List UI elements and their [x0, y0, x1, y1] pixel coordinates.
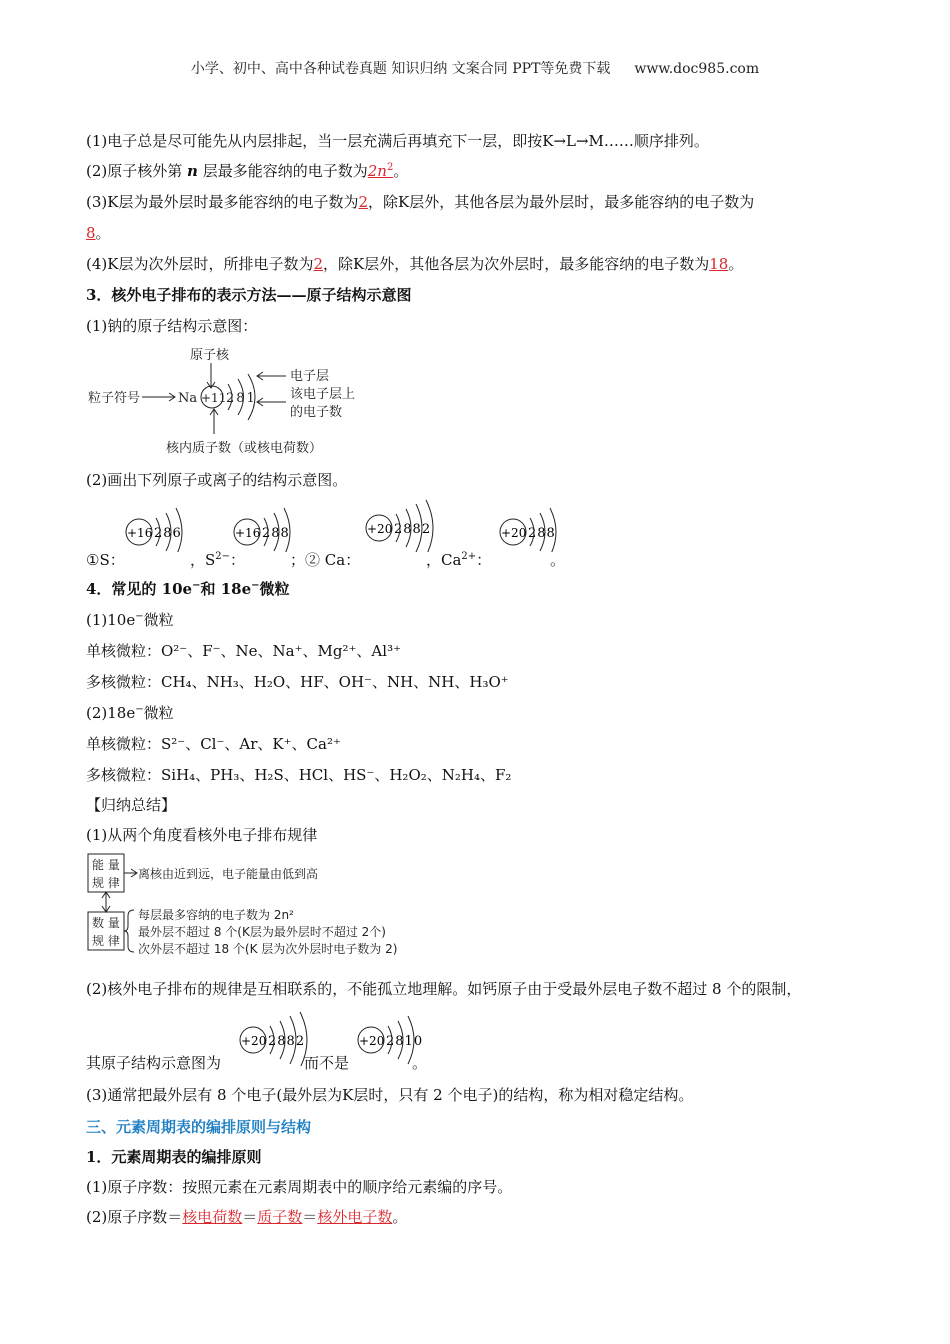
draw-s2-end: ：	[230, 551, 246, 569]
rule-4-pre: (4)K层为次外层时，所排电子数为	[86, 255, 314, 273]
rule-3-cont	[86, 222, 111, 244]
calcium-correct-charge: +20	[241, 1034, 267, 1048]
h18	[86, 702, 174, 724]
count-rule-3: 次外层不超过 18 个(K 层为次外层时电子数为 2)	[138, 942, 398, 956]
h18-text: (2)18e	[86, 704, 136, 722]
draw-s2-sup: 2−	[215, 551, 231, 562]
periodic-p1: (1)原子序数：按照元素在元素周期表中的顺序给元素编的序号。	[86, 1178, 513, 1196]
periodic-p2-pre: (2)原子序数＝	[86, 1208, 183, 1226]
multi-10: 多核微粒：CH₄、NH₃、H₂O、HF、OH⁻、NH、NH、H₃O⁺	[86, 673, 509, 691]
summary-item-3: (3)通常把最外层有 8 个电子(最外层为K层时，只有 2 个电子)的结构，称为相对稳定结构。	[86, 1086, 694, 1104]
sec4-title-end: 微粒	[259, 580, 290, 598]
rule-2-mid: 层最多能容纳的电子数为	[197, 162, 368, 180]
draw-ca2-sup: 2+	[461, 551, 477, 562]
sulfide-ion-diagram	[230, 502, 310, 552]
calcium-charge: +20	[367, 522, 393, 536]
h10	[86, 609, 174, 631]
sulfur-charge: +16	[127, 526, 153, 540]
sec4-title-mid: 和 18e	[200, 580, 252, 598]
count-rule-1: 每层最多容纳的电子数为 2n²	[138, 908, 294, 922]
fig-symbol: Na	[178, 391, 198, 406]
h18-end: 微粒	[143, 704, 174, 722]
section-4-title	[86, 578, 290, 600]
rule-2-end: 。	[393, 162, 409, 180]
section-3-item-2: (2)画出下列原子或离子的结构示意图。	[86, 471, 348, 489]
sec4-title-pre: 4．常见的 10e	[86, 580, 193, 598]
sulfur-electrons: 286	[154, 526, 182, 541]
draw-s2-pre: ，S	[190, 551, 216, 569]
h10-end: 微粒	[143, 611, 174, 629]
rules-diagram	[86, 852, 466, 962]
count-box-line-2: 规 律	[92, 934, 120, 948]
energy-box-line-2: 规 律	[92, 876, 120, 890]
fig-symbol-label: 粒子符号	[88, 391, 141, 406]
h10-text: (1)10e	[86, 611, 136, 629]
rule-2	[86, 160, 408, 182]
summary-item-2b-pre: 其原子结构示意图为	[86, 1054, 222, 1072]
periodic-p2-answer-b: 质子数	[257, 1208, 303, 1226]
periodic-p2-answer-a: 核电荷数	[182, 1208, 243, 1226]
fig-layer-label: 电子层	[290, 369, 330, 384]
draw-s-label: ①S：	[86, 551, 125, 569]
summary-title: 【归纳总结】	[86, 796, 177, 814]
energy-text: 离核由近到远，电子能量由低到高	[138, 867, 319, 881]
summary-item-2b-end: 。	[412, 1054, 428, 1072]
rule-4-answer-1: 2	[313, 255, 324, 273]
periodic-p2-answer-c: 核外电子数	[317, 1208, 393, 1226]
fig-count-label-1: 该电子层上	[290, 387, 356, 402]
sodium-structure-figure	[86, 344, 376, 460]
rule-3-mid: ，除K层外，其他各层为最外层时，最多能容纳的电子数为	[368, 193, 755, 211]
header-text: 小学、初中、高中各种试卷真题 知识归纳 文案合同 PPT等免费下载	[190, 61, 611, 77]
rule-2-answer-sup: 2	[386, 162, 394, 173]
h10-sup: −	[135, 611, 144, 622]
calcium-wrong-charge: +20	[359, 1034, 385, 1048]
rule-4-answer-2: 18	[709, 255, 729, 273]
draw-ca2-pre: ，Ca	[426, 551, 462, 569]
sulfide-charge: +16	[235, 526, 261, 540]
calcium-atom-diagram	[362, 496, 458, 552]
count-box-line-1: 数 量	[92, 916, 120, 930]
mono-18: 单核微粒：S²⁻、Cl⁻、Ar、K⁺、Ca²⁺	[86, 735, 341, 753]
calcium-ion-charge: +20	[501, 526, 527, 540]
section-3-title: 3．核外电子排布的表示方法——原子结构示意图	[86, 286, 412, 304]
rule-2-pre: (2)原子核外第	[86, 162, 188, 180]
count-rule-2: 最外层不超过 8 个(K层为最外层时不超过 2个)	[138, 925, 386, 939]
rule-3-pre: (3)K层为最外层时最多能容纳的电子数为	[86, 193, 359, 211]
sulfide-electrons: 288	[262, 526, 290, 541]
fig-nucleus-label: 原子核	[190, 348, 230, 363]
calcium-ion-electrons: 288	[528, 526, 556, 541]
rule-3-end: 。	[95, 224, 111, 242]
rule-4	[86, 253, 743, 275]
header-site: www.doc985.com	[634, 61, 760, 77]
periodic-p2-eq2: ＝	[302, 1208, 318, 1226]
fig-proton-label: 核内质子数（或核电荷数）	[166, 441, 323, 456]
draw-end: 。	[550, 551, 566, 569]
draw-ca-label: ；② Ca：	[290, 551, 361, 569]
periodic-p2	[86, 1206, 407, 1228]
fig-count-label-2: 的电子数	[290, 405, 343, 420]
summary-item-2b-mid: 而不是	[304, 1054, 350, 1072]
draw-s2-label	[190, 549, 245, 571]
rule-1: (1)电子总是尽可能先从内层排起，当一层充满后再填充下一层，即按K→L→M……顺序排列。	[86, 132, 709, 150]
rule-4-mid: ，除K层外，其他各层为次外层时，最多能容纳的电子数为	[323, 255, 710, 273]
section-3-item-1: (1)钠的原子结构示意图：	[86, 317, 258, 335]
page-header	[0, 58, 950, 78]
periodic-section-title: 三、元素周期表的编排原则与结构	[86, 1118, 312, 1136]
energy-box-line-1: 能 量	[92, 858, 120, 872]
draw-ca2-label	[426, 549, 491, 571]
rule-3	[86, 191, 754, 213]
sulfur-atom-diagram	[122, 502, 202, 552]
rule-3-answer-1: 2	[358, 193, 369, 211]
rule-4-end: 。	[728, 255, 744, 273]
rule-2-answer	[368, 162, 394, 180]
fig-charge: +11	[201, 391, 227, 405]
calcium-ion-diagram	[496, 502, 576, 552]
mono-10: 单核微粒：O²⁻、F⁻、Ne、Na⁺、Mg²⁺、Al³⁺	[86, 642, 401, 660]
calcium-correct-electrons: 2882	[268, 1034, 306, 1049]
fig-electrons: 281	[226, 391, 257, 406]
summary-item-1: (1)从两个角度看核外电子排布规律	[86, 826, 318, 844]
calcium-wrong-electrons: 2810	[386, 1034, 424, 1049]
periodic-p2-end: 。	[392, 1208, 408, 1226]
summary-item-2: (2)核外电子排布的规律是互相联系的，不能孤立地理解。如钙原子由于受最外层电子数不超过 8 个的限制，	[86, 980, 802, 998]
multi-18: 多核微粒：SiH₄、PH₃、H₂S、HCl、HS⁻、H₂O₂、N₂H₄、F₂	[86, 766, 512, 784]
rule-3-answer-2: 8	[86, 224, 96, 242]
periodic-subtitle: 1．元素周期表的编排原则	[86, 1148, 262, 1166]
draw-ca2-end: ：	[476, 551, 492, 569]
h18-sup: −	[135, 704, 144, 715]
sec4-title-sup1: −	[192, 580, 201, 591]
rule-2-n: n	[187, 162, 198, 180]
rule-2-answer-text: 2n	[367, 162, 387, 180]
sec4-title-sup2: −	[251, 580, 260, 591]
calcium-electrons: 2882	[394, 522, 432, 537]
periodic-p2-eq1: ＝	[242, 1208, 258, 1226]
calcium-wrong-diagram	[354, 1006, 444, 1066]
